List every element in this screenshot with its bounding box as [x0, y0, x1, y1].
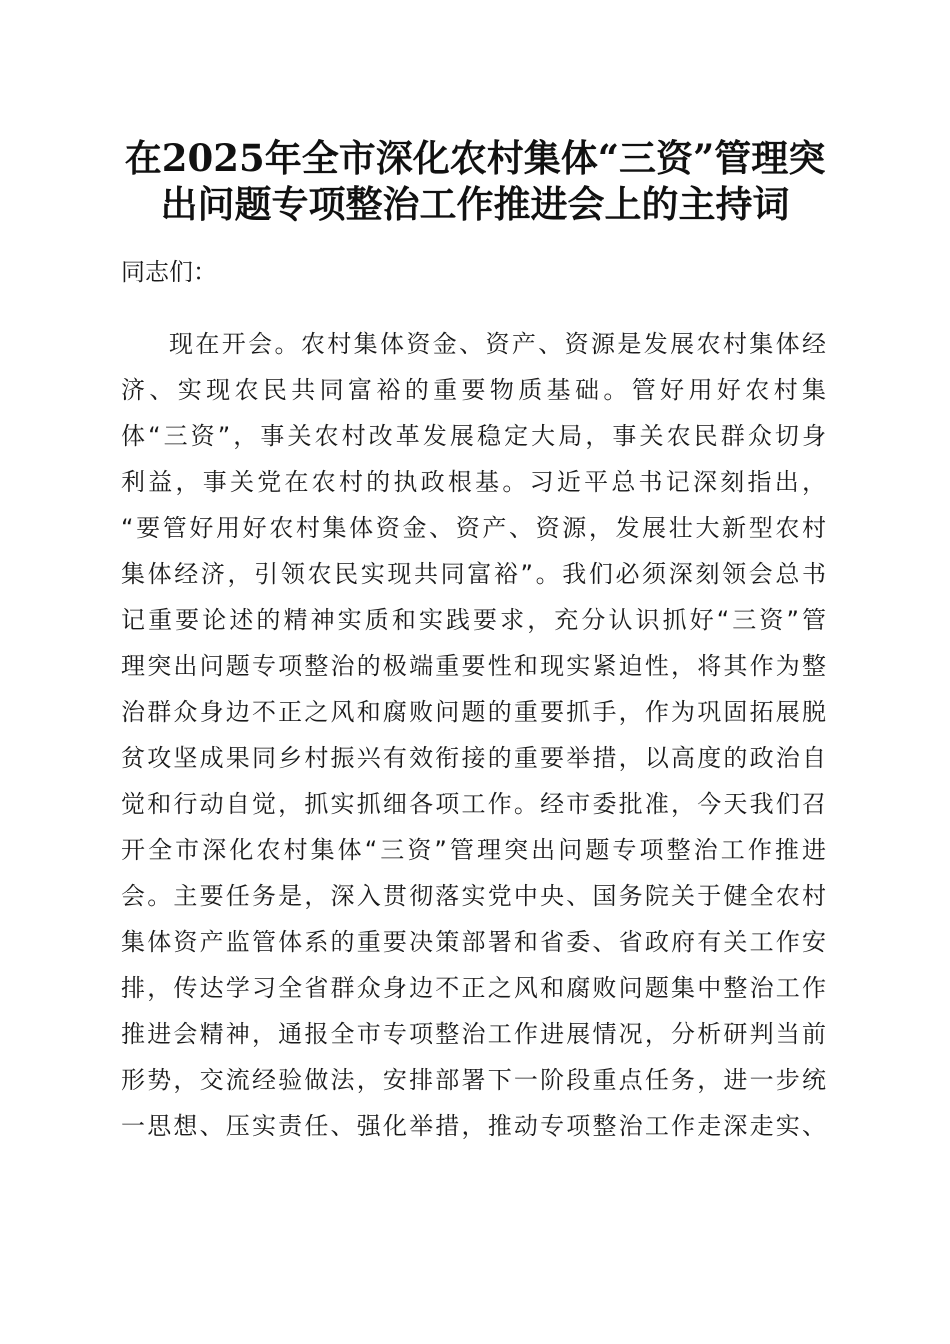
body-line: 利益，事关党在农村的执政根基。习近平总书记深刻指出， [121, 468, 826, 496]
body-paragraph [121, 321, 826, 1149]
body-line: 体“三资”，事关农村改革发展稳定大局，事关农民群众切身 [121, 422, 826, 450]
body-line: 排，传达学习全省群众身边不正之风和腐败问题集中整治工作 [121, 974, 826, 1002]
salutation: 同志们： [121, 258, 217, 286]
body-line: 记重要论述的精神实质和实践要求，充分认识抓好“三资”管 [121, 606, 826, 634]
body-line: 推进会精神，通报全市专项整治工作进展情况，分析研判当前 [121, 1020, 826, 1048]
body-line: 觉和行动自觉，抓实抓细各项工作。经市委批准，今天我们召 [121, 790, 826, 818]
body-line: 形势，交流经验做法，安排部署下一阶段重点任务，进一步统 [121, 1066, 826, 1094]
title-line-1: 在2025年全市深化农村集体“三资”管理突 [124, 136, 826, 180]
body-line: 贫攻坚成果同乡村振兴有效衔接的重要举措，以高度的政治自 [121, 744, 826, 772]
body-line: 集体经济，引领农民实现共同富裕”。我们必须深刻领会总书 [121, 560, 826, 588]
body-line: 会。主要任务是，深入贯彻落实党中央、国务院关于健全农村 [121, 882, 826, 910]
body-line: 开全市深化农村集体“三资”管理突出问题专项整治工作推进 [121, 836, 826, 864]
body-line: 集体资产监管体系的重要决策部署和省委、省政府有关工作安 [121, 928, 826, 956]
document-title [118, 135, 832, 227]
body-line: 理突出问题专项整治的极端重要性和现实紧迫性，将其作为整 [121, 652, 826, 680]
body-line: 济、实现农民共同富裕的重要物质基础。管好用好农村集 [121, 376, 826, 404]
body-line: 现在开会。农村集体资金、资产、资源是发展农村集体经 [169, 330, 826, 358]
body-line: 一思想、压实责任、强化举措，推动专项整治工作走深走实、 [121, 1112, 826, 1140]
title-line-2: 出问题专项整治工作推进会上的主持词 [160, 182, 790, 226]
body-line: “要管好用好农村集体资金、资产、资源，发展壮大新型农村 [121, 514, 826, 542]
body-line: 治群众身边不正之风和腐败问题的重要抓手，作为巩固拓展脱 [121, 698, 826, 726]
